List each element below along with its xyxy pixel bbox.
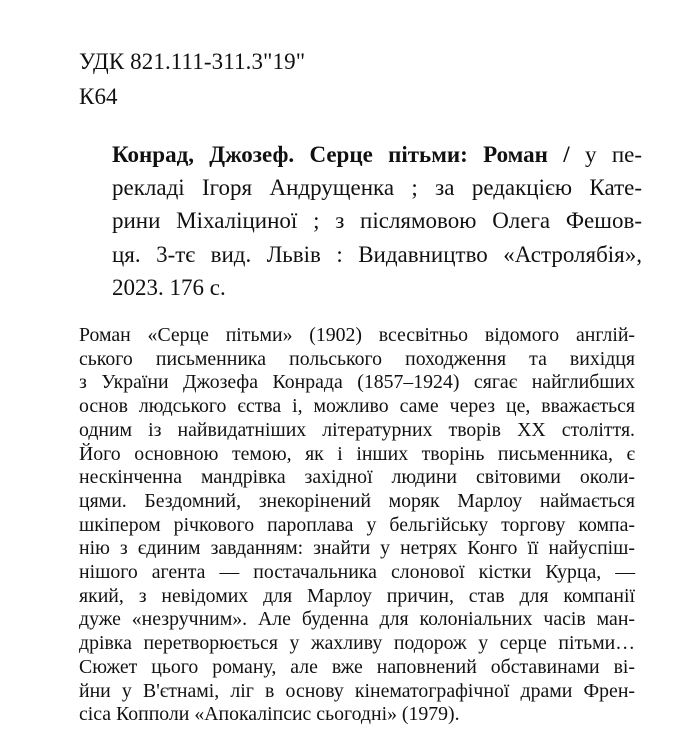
annotation-line: Сюжет цього роману, але вже наповнений обставинами ві- [79,655,635,678]
biblio-text-part: у пе- [569,142,642,167]
annotation-line: шкіпером річкового пароплава у бельгійську торгову компа- [79,513,635,536]
annotation-line: нескінченна мандрівка західної людини світовими околи- [79,466,635,489]
annotation-line: з України Джозефа Конрада (1857–1924) сягає найглибших [79,371,635,394]
annotation [79,324,635,727]
annotation-line: цями. Бездомний, знекорінений моряк Марлоу наймається [79,489,635,512]
annotation-line: одним із найвидатніших літературних творів XX століття. [79,418,635,441]
biblio-line: рекладі Ігоря Андрущенка ; за редакцією Кате- [112,175,642,201]
author-mark: К64 [79,84,118,109]
annotation-line: Його основною темою, як і інших творінь письменника, є [79,442,635,465]
biblio-line: рини Міхаліциної ; з післямовою Олега Фешов- [112,208,642,234]
biblio-title-part: Конрад, Джозеф. Серце пітьми: Роман / [112,142,570,167]
annotation-line: який, з невідомих для Марлоу причин, став для компанії [79,584,635,607]
udk-block [79,44,305,114]
biblio-line: ця. 3-тє вид. Львів : Видавництво «Астролябія», [112,241,642,267]
annotation-line: ського письменника польського походження та вихідця [79,347,635,370]
annotation-line: йни у В'єтнамі, ліг в основу кінематографічної драми Френ- [79,679,635,702]
annotation-line: дуже «незручним». Але буденна для колоніальних часів ман- [79,608,635,631]
annotation-line: дрівка перетворюється у жахливу подорож у серце пітьми… [79,632,635,655]
udk-code: УДК 821.111-311.3"19" [79,49,306,74]
biblio-line: 2023. 176 с. [112,274,226,300]
annotation-line: сіса Копполи «Апокаліпсис сьогодні» (1979). [79,703,460,726]
annotation-line: Роман «Серце пітьми» (1902) всесвітньо відомого англій- [79,324,635,346]
annotation-line: нію з єдиним завданням: знайти у нетрях Конго її найуспіш- [79,537,635,560]
biblio-line [112,138,642,171]
annotation-line: нішого агента — постачальника слонової кістки Курца, — [79,561,635,584]
bibliographic-record [112,138,642,304]
annotation-line: основ людського єства і, можливо саме через це, вважається [79,395,635,418]
